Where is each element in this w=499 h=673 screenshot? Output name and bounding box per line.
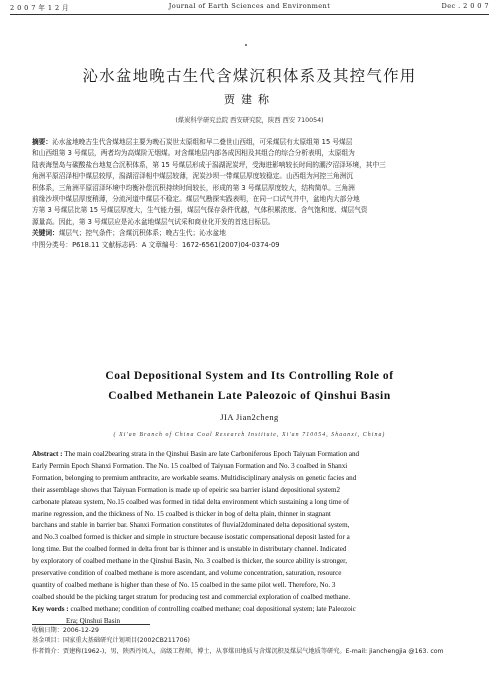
footnote-author-bio: 作者简介：贾建称(1962-)，男，陕西丹凤人，高级工程师，博士，从事煤田地质与含煤沉积及煤层气地质等研究。E-mail: jianchengjia @163. com [32, 647, 444, 655]
header-journal-name: Journal of Earth Sciences and Environment [168, 2, 331, 10]
title-english [0, 366, 499, 406]
footnote-received: 收稿日期：2006-12-29 [32, 627, 99, 634]
keywords-en-label: Key words : [32, 604, 69, 613]
abstract-en-line: carbonate plateau system, No.15 coalbed was formed in tidal delta environment which sustaining a long time of [32, 497, 350, 506]
abstract-en-line: marine regression, and the thickness of No. 15 coalbed is thicker in bog of delta plain, thinner in stagnant [32, 509, 331, 518]
title-english-line: Coal Depositional System and Its Controlling Role of [105, 370, 394, 382]
running-header [10, 2, 489, 14]
abstract-en-line: Early Permin Epoch Shanxi Formation. The No. 15 coalbed of Taiyuan Formation and No. 3 coalbed in Shanxi [32, 461, 348, 470]
abstract-english [32, 449, 468, 628]
abstract-cn-line: 陆表海堡岛与碳酸盐台地复合沉积体系，第 15 号煤层形成于潟湖泥炭坪，受海进影响较长时间的潮汐沼泽环境，其中三 [32, 160, 386, 169]
abstract-cn-line: 角洲平原沼泽相中煤层较厚，潟湖沼泽相中煤层较薄，泥炭沙坝一带煤层厚度较稳定。山西组为河控三角洲沉 [32, 172, 353, 181]
header-date-cn: 2 0 0 7 年 1 2 月 [10, 4, 70, 12]
keywords-chinese: 关键词：煤层气；控气条件；含煤沉积体系；晚古生代；沁水盆地 [32, 229, 226, 238]
affiliation-english: ( Xi'an Branch of China Coal Research Institute, Xi'an 710054, Shaanxi, China) [113, 432, 386, 438]
abstract-cn-line: 方第 3 号煤层比第 15 号煤层厚度大，生气能力强，煤层气保存条件优越，气体积累浓度、含气饱和度、煤层气资 [32, 206, 368, 215]
abstract-cn-line: 和山西组第 3 号煤层，两者均为高煤阶无烟煤。对含煤地层内部各成因相及其组合的综合分析表明，太原组为 [32, 149, 355, 158]
author-chinese: 贾建称 [224, 93, 275, 106]
abstract-en-line: Formation, belonging to premium anthracite, are workable seams. Multidisciplinary analysis on genetic facies and [32, 473, 357, 482]
header-date-en: Dec . 2 0 0 7 [441, 2, 489, 10]
title-chinese: 沁水盆地晚古生代含煤沉积体系及其控气作用 [82, 67, 417, 85]
footnote [32, 626, 472, 657]
abstract-chinese [32, 137, 468, 251]
affiliation-chinese: (煤炭科学研究总院 西安研究院，陕西 西安 710054) [175, 117, 324, 124]
header-rule [10, 14, 489, 15]
author-english: JIA Jian2cheng [220, 413, 279, 422]
keywords-english: Key words : coalbed methane; condition of controlling coalbed methane; coal depositional system; late Paleozoic [32, 604, 356, 613]
abstract-en-line: by exploratory of coalbed methane in the Qinshui Basin, No. 3 coalbed is thicker, the source ability is stronger, [32, 557, 348, 566]
abstract-en-line: and No.3 coalbed formed is thicker and simple in structure because isostatic compensational deposit lasted for a [32, 533, 350, 542]
keywords-cn-label: 关键词： [32, 229, 59, 238]
abstract-en-line: quantity of coalbed methane is higher than these of No. 15 coalbed in the same pilot well. Therefore, No. 3 [32, 580, 336, 589]
abstract-en-line: Abstract : The main coal2bearing strata in the Qinshui Basin are late Carboniferous Epoch Taiyuan Formation and [32, 450, 360, 458]
abstract-en-line: long time. But the coalbed formed in delta front bar is thinner and is unstable in distributary channel. Indicated [32, 545, 347, 554]
abstract-en-line: their assemblage shows that Taiyuan Formation is made up of epeiric sea barrier island depositional system2 [32, 485, 341, 494]
abstract-cn-line: 摘要：沁水盆地晚古生代含煤地层主要为晚石炭世太原组和早二叠世山西组，可采煤层有太原组第 15 号煤层 [32, 138, 353, 146]
title-english-line: Coalbed Methanein Late Paleozoic of Qinshui Basin [108, 390, 391, 402]
abstract-cn-line: 前缘沙坝中煤层厚度稍薄，分流河道中煤层不稳定。煤层气勘探实践表明，在同一口试气井中，盆地内大部分地 [32, 195, 360, 204]
keywords-english-cont: Era; Qinshui Basin [66, 616, 120, 625]
abstract-cn-line: 源量高。因此，第 3 号煤层应是沁水盆地煤层气试采和商业化开发的首选目标层。 [32, 217, 275, 226]
abstract-en-label: Abstract : [32, 450, 63, 458]
footnote-rule [32, 624, 150, 625]
page-mark [245, 44, 247, 46]
abstract-en-line: preservative condition of coalbed methane is more ascendant, and volume concentration, saturation, resource [32, 569, 342, 578]
classification-chinese: 中图分类号：P618.11 文献标志码：A 文章编号：1672-6561(2007)04-0374-09 [32, 240, 280, 249]
footnote-funding: 基金项目：国家重大基础研究计划项目(2002CB211706) [32, 637, 190, 645]
abstract-cn-label: 摘要： [32, 138, 53, 146]
abstract-en-line: barchans and stable in barrier bar. Shanxi Formation constitutes of fluvial2dominated delta depositional system, [32, 521, 350, 530]
abstract-cn-line: 积体系，三角洲平原沼泽环境中均衡补偿沉积持续时间较长，形成的第 3 号煤层厚度较大，结构简单。三角洲 [32, 183, 355, 192]
abstract-en-line: coalbed should be the picking target stratum for producing test and commercial exploration of coalbed methane. [32, 592, 351, 601]
